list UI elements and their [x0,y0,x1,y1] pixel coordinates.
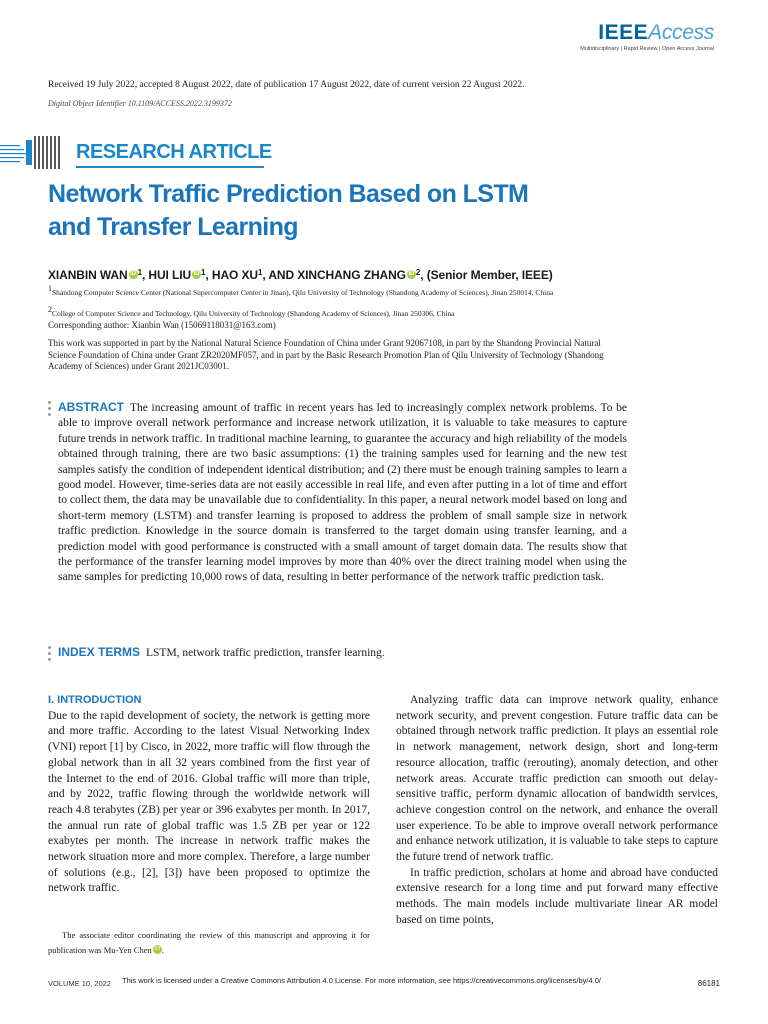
editor-note-text: The associate editor coordinating the review of this manuscript and approving it for publication was Mu-Yen Chen [48,930,370,955]
journal-name-ieee: IEEE [598,21,649,44]
volume-label: VOLUME 10, 2022 [48,979,111,988]
article-banner-stripes [0,136,66,169]
abstract-text: The increasing amount of traffic in recent years has led to increasingly complex network problems. To be able to improve overall network performance and increase network utilization, it is valuable to take measures to capture future trends in network traffic. In traditional machine learning, to guarantee the accuracy and high reliability of the models obtained through training, there are two basic assumptions: (1) the training samples used for learning and the new test samples satisfy the condition of independent identical distribution; and (2) there must be enough training samples to learn a good model. However, time-series data are not easily accessible in real life, and even after putting in a lot of time and effort to collect them, the data may be unavailable due to confidentiality. In this paper, a neural network model based on long and short-term memory (LSTM) and transfer learning is proposed to address the problem of small sample size in network traffic prediction. Knowledge in the source domain is transferred to the target domain using transfer learning, and a prediction model with good performance is constructed with a small amount of target domain data. The results show that the performance of the transfer learning model improves by more than 40% over the direct training model when using the same samples for predicting 10,000 rows of data, resulting in better performance of the network traffic prediction task. [58,402,627,584]
affiliation-marker: 1 [201,268,206,277]
paragraph: Due to the rapid development of society, the network is getting more and more traffic. According to the latest Visual Networking Index (VNI) report [1] by Cisco, in 2022, more traffic will flow through the global network than in all 32 years combined from the first year of the Internet to the end of 2016. Global traffic will more than triple, and by 2022, traffic flowing through the worldwide network will reach 4.8 terabytes (ZB) per year or 396 exabytes per month. In 2017, the annual run rate of global traffic was 1.5 ZB per year or 122 exabytes per month. The increase in network traffic makes the network situation more and more complex. Therefore, a large number of solutions (e.g., [2], [3]) have been proposed to optimize the network traffic. [48,709,370,895]
author-name: HAO XU [211,268,258,282]
editor-footnote [48,928,370,958]
right-column [396,693,718,929]
orcid-icon[interactable]: iD [193,271,200,277]
abstract-label: ABSTRACT [58,400,124,414]
funding-statement: This work was supported in part by the National Natural Science Foundation of China under Grant 92067108, in part by the Shandong Provincial Natural Science Foundation of China under Grant ZR2020MF057, and in part by the Basic Research Promotion Plan of Qilu University of Technology (Shandong Academy of Sciences) under Grant 2021JC03001. [48,338,604,371]
publication-dates: Received 19 July 2022, accepted 8 August 2022, date of publication 17 August 2022, date of current version 22 August 2022. [48,80,525,90]
orcid-icon[interactable]: iD [154,946,161,952]
affiliation-1 [48,284,628,297]
author-list: XIANBIN WAN iD $^1$, HUI LIU iD $^1$, HAO $XU^1$, AND XINCHANG ZHANG iD $^2$, (Senior Member, IEEE) [48,268,553,282]
section-heading: I. INTRODUCTION [48,694,142,706]
affiliation-number: 2 [48,305,52,314]
editor-note-end: . [161,945,164,955]
author-name: XIANBIN WAN [48,268,128,282]
affiliation-2 [48,305,628,318]
affiliation-marker: 1 [137,268,142,277]
affiliation-marker: 1 [257,268,263,277]
affiliation-text: Shandong Computer Science Center (National Supercomputer Center in Jinan), Qilu University of Technology (Shandong Academy of Sciences), Jinan 250014, China [52,288,554,297]
article-type-underline [76,166,264,168]
index-terms-label: INDEX TERMS [58,645,141,659]
doi[interactable]: Digital Object Identifier 10.1109/ACCESS.2022.3199372 [48,99,232,108]
abstract-dots [48,401,51,419]
title-line-2: and Transfer Learning [48,213,298,241]
index-terms-dots [48,646,51,664]
affiliation-number: 1 [48,284,52,293]
journal-tagline: Multidisciplinary | Rapid Review | Open Access Journal [580,46,714,52]
author-name: HUI LIU [148,268,192,282]
title-line-1: Network Traffic Prediction Based on LSTM [48,180,529,208]
affiliation-text: College of Computer Science and Technology, Qilu University of Technology (Shandong Academy of Sciences), Jinan 250306, China [52,309,455,318]
paragraph: Analyzing traffic data can improve network quality, enhance network security, and prevent congestion. Future traffic data can be obtained through network traffic prediction. It plays an essential role in network management, network design, short and long-term resource allocation, traffic (rerouting), anomaly detection, and other network areas. Accurate traffic prediction can smooth out delay-sensitive traffic, perform dynamic allocation of bandwidth services, achieve congestion control on the network, and enhance the overall user experience. To be able to improve overall network performance and enhance network utilization, it is valuable to take steps to capture the future trend of network traffic. [396,694,718,864]
orcid-icon[interactable]: iD [130,271,136,277]
index-terms-text: LSTM, network traffic prediction, transfer learning. [146,647,385,659]
corresponding-author: Corresponding author: Xianbin Wan (15069118031@163.com) [48,320,276,330]
author-name: AND XINCHANG ZHANG [268,268,406,282]
affiliation-marker: 2 [415,268,421,277]
paragraph: In traffic prediction, scholars at home and abroad have conducted extensive research for a long time and put forward many effective methods. The main models include multivariate linear AR model based on time points, [396,866,718,926]
article-type: RESEARCH ARTICLE [76,141,272,163]
index-terms [58,645,627,661]
journal-name-access: Access [648,21,714,44]
journal-logo [580,22,714,52]
license-notice[interactable]: This work is licensed under a Creative Commons Attribution 4.0 License. For more information, see https://creativecommons.org/licenses/by/4.0/ [122,976,601,985]
abstract [58,400,627,586]
page-footer [48,976,720,990]
left-column [48,693,370,897]
page-number: 86181 [697,979,720,988]
paper-title [48,178,648,244]
author-membership: , (Senior Member, IEEE) [420,268,553,282]
orcid-icon[interactable]: iD [408,271,415,277]
